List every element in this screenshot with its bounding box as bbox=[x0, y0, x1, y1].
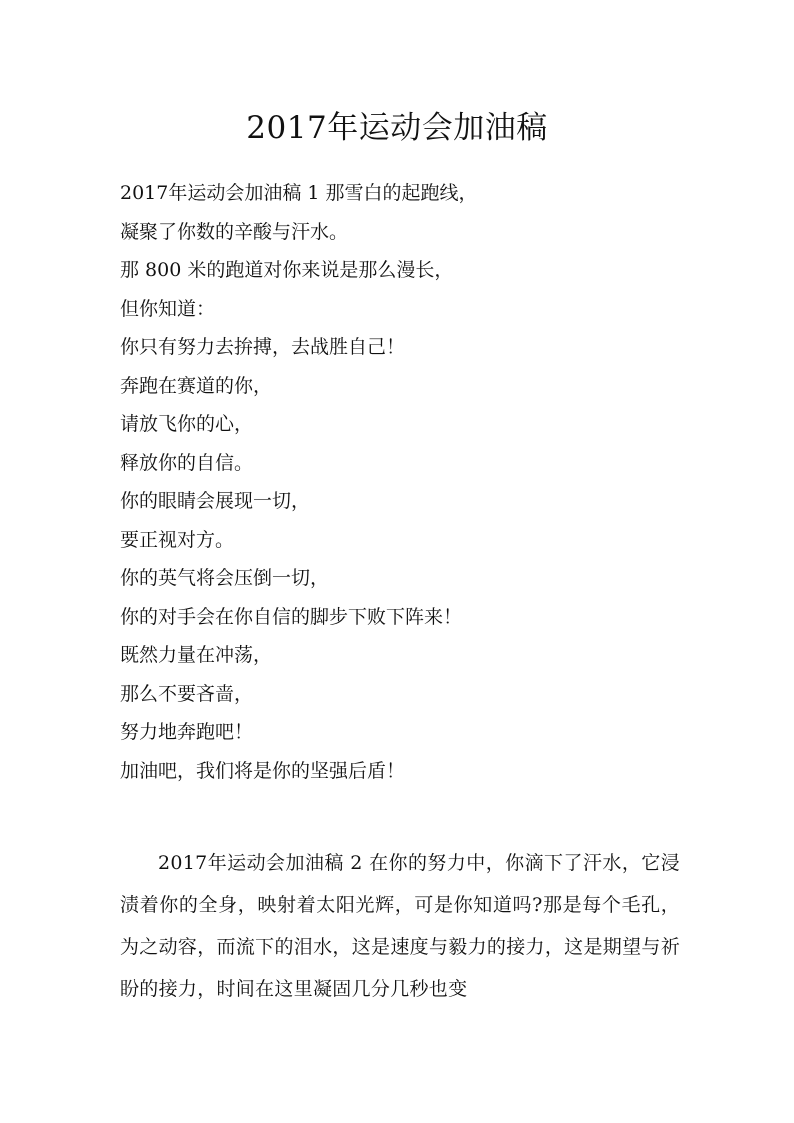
text-line: 奔跑在赛道的你， bbox=[120, 374, 273, 397]
poem-body bbox=[120, 174, 680, 790]
text-line: 你的英气将会压倒一切， bbox=[120, 567, 330, 589]
text-line: 凝聚了你数的辛酸与汗水。 bbox=[120, 220, 349, 243]
text-line: 加油吧，我们将是你的坚强后盾！ bbox=[120, 759, 406, 782]
text-line: 那 800 米的跑道对你来说是那么漫长， bbox=[120, 259, 454, 281]
text-line: 要正视对方。 bbox=[120, 528, 235, 551]
text-line: 你的对手会在你自信的脚步下败下阵来！ bbox=[120, 605, 463, 628]
text-line: 你的眼睛会展现一切， bbox=[120, 490, 311, 512]
text-line: 你只有努力去拚搏，去战胜自己！ bbox=[120, 336, 406, 358]
text-line: 但你知道： bbox=[120, 297, 216, 320]
text-line: 请放飞你的心， bbox=[120, 413, 254, 435]
document-title: 2017年运动会加油稿 bbox=[246, 110, 548, 146]
text-line: 努力地奔跑吧！ bbox=[120, 721, 254, 743]
text-line: 既然力量在冲荡， bbox=[120, 644, 273, 666]
text-line: 释放你的自信。 bbox=[120, 451, 254, 474]
text-line: 2017年运动会加油稿 1 那雪白的起跑线， bbox=[120, 182, 478, 204]
text-line: 那么不要吝啬， bbox=[120, 682, 254, 705]
body-paragraph: 2017年运动会加油稿 2 在你的努力中，你滴下了汗水，它浸渍着你的全身，映射着太阳光辉，可是你知道吗?那是每个毛孔，为之动容，而流下的泪水，这是速度与毅力的接力，这是期望与祈盼的接力，时间在这里凝固几分几秒也变 bbox=[120, 852, 680, 1000]
